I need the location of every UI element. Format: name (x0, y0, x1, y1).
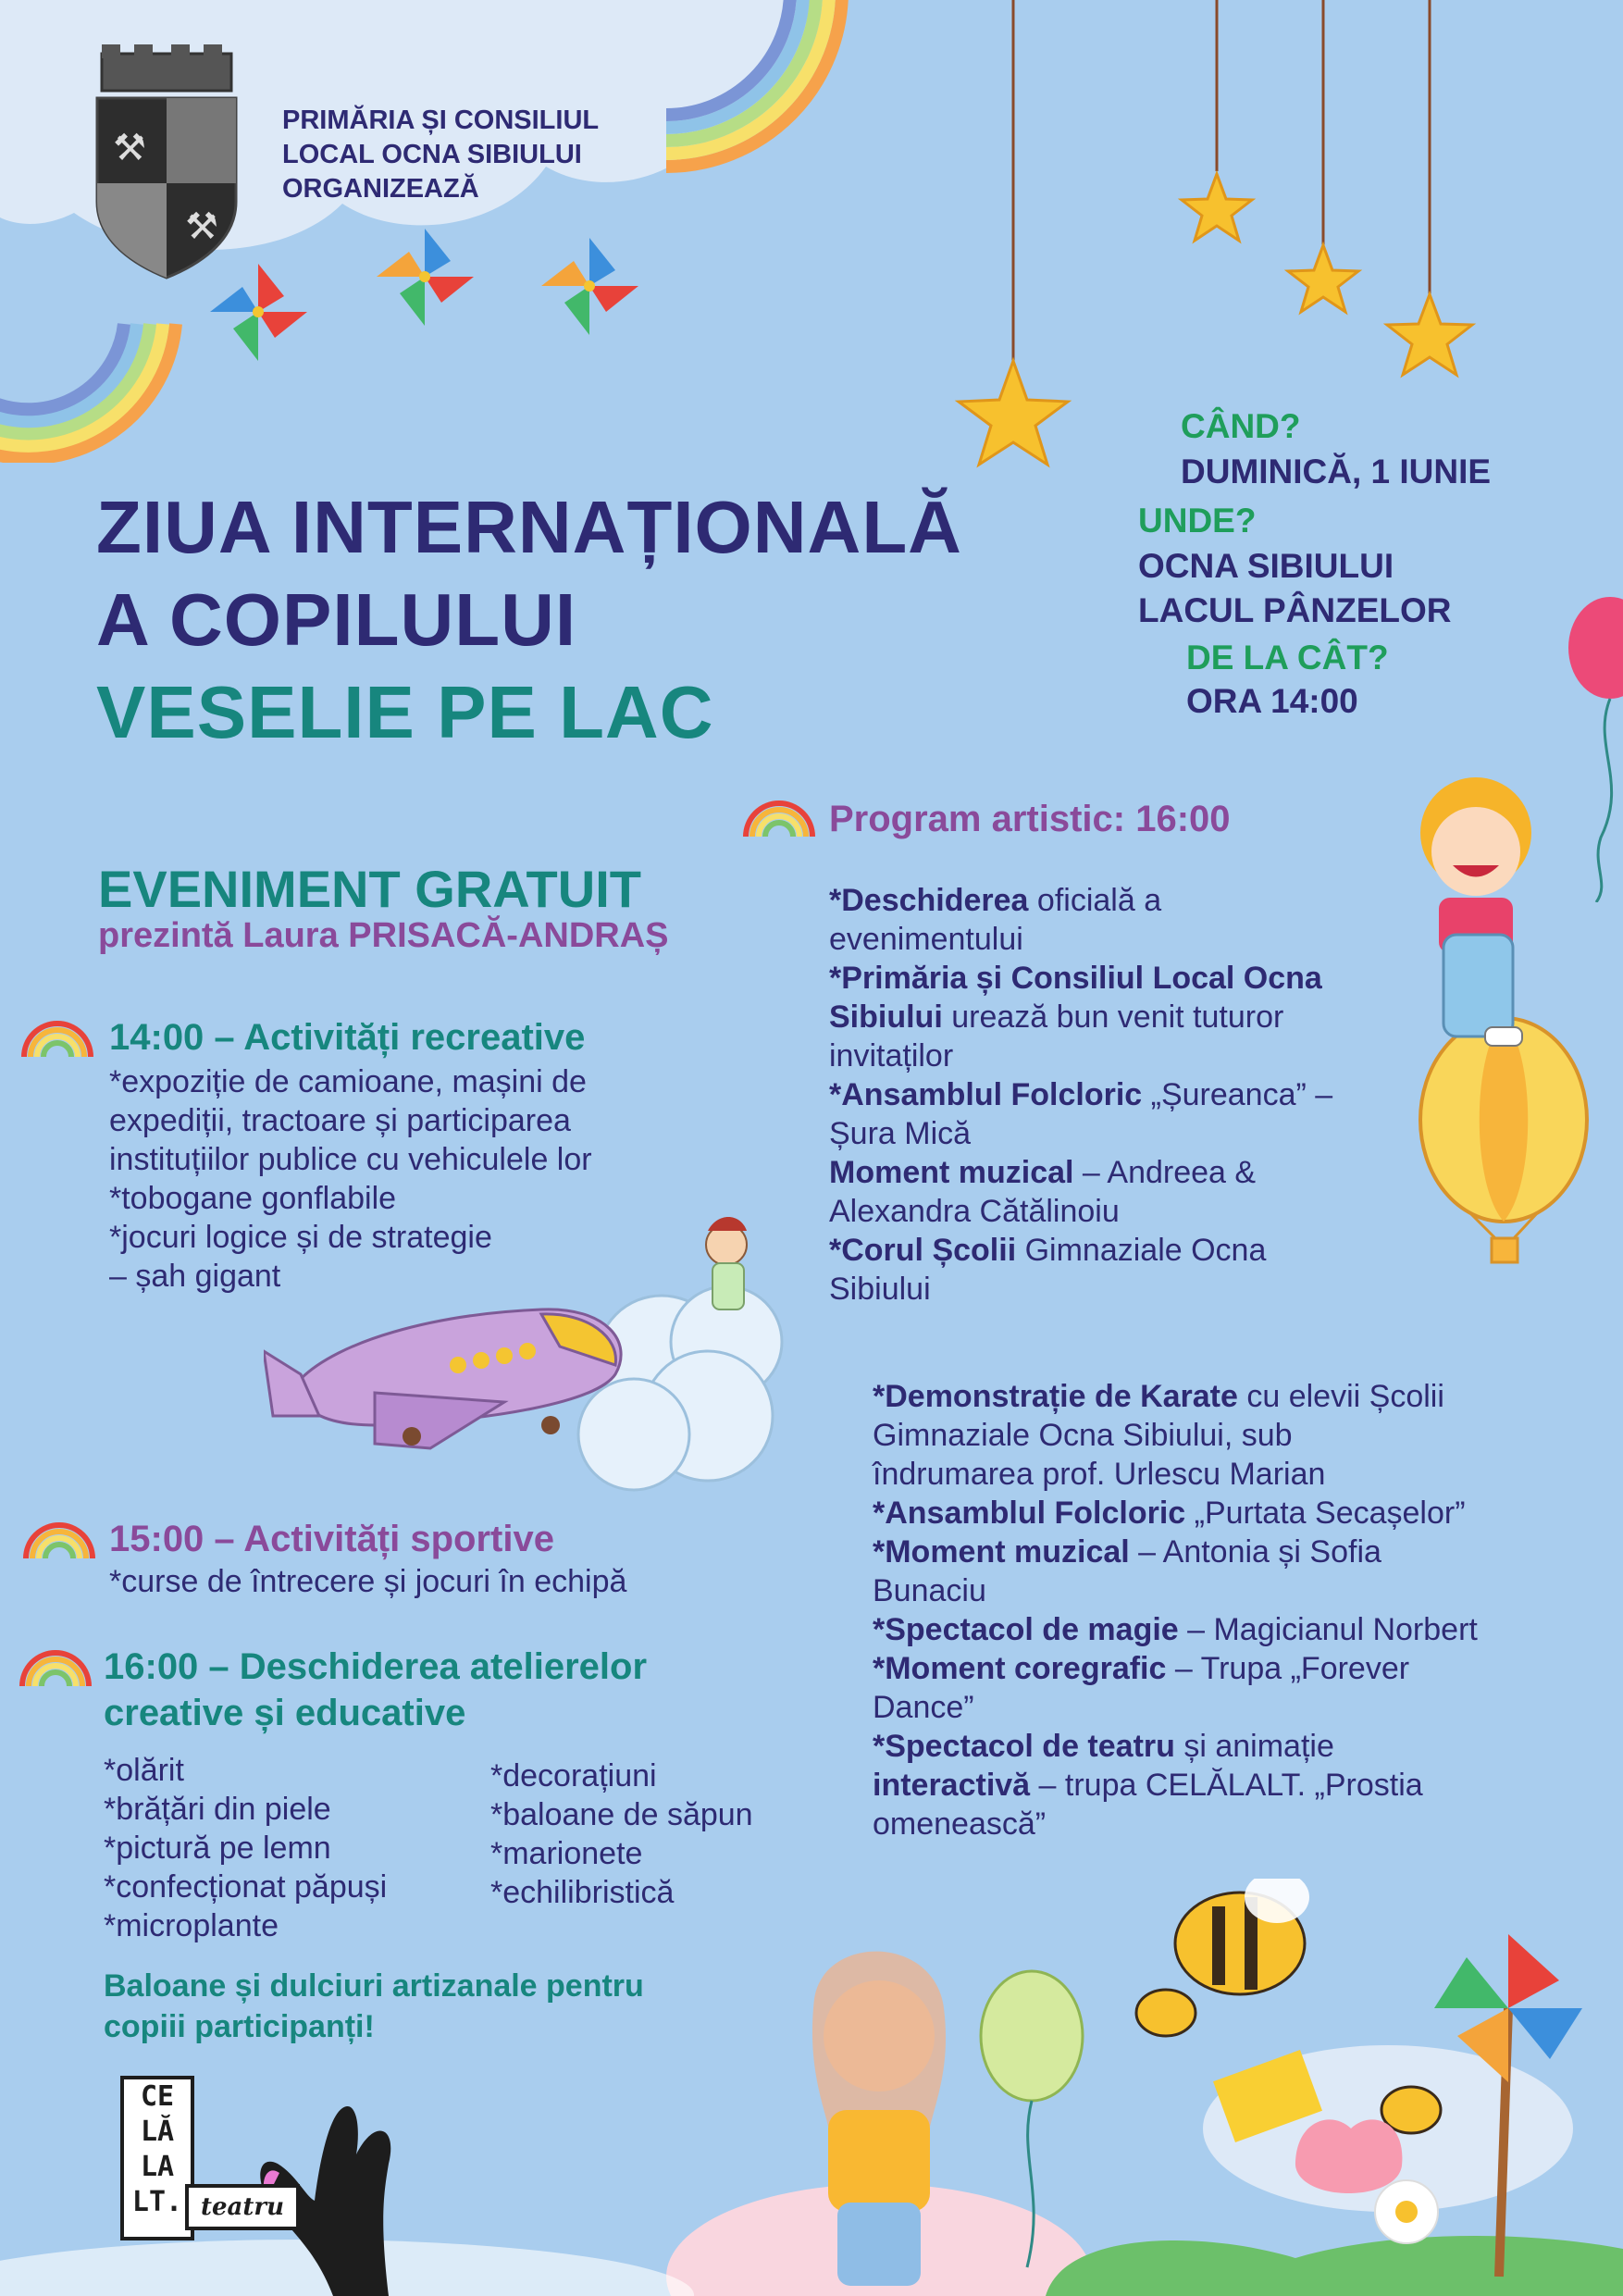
program-line: Sibiului (829, 1272, 931, 1307)
recreative-item: expediții, tractoare și participarea (109, 1103, 571, 1138)
program-line: *Moment coregrafic – Trupa „Forever (873, 1651, 1410, 1686)
list-item: *confecționat păpuși (104, 1869, 388, 1905)
where-question: UNDE? (1138, 502, 1257, 540)
from-answer: ORA 14:00 (1186, 682, 1358, 720)
event-free-label: EVENIMENT GRATUIT (98, 860, 641, 918)
program-line: invitaților (829, 1038, 954, 1074)
organizer-text (282, 104, 599, 206)
program-heading: Program artistic: 16:00 (829, 799, 1231, 839)
theatre-logo-letters: CE (140, 2080, 175, 2113)
rainbow-bullet-icon (740, 796, 818, 838)
program-line: *Demonstrație de Karate cu elevii Școlii (873, 1379, 1444, 1414)
program-line: *Moment muzical – Antonia și Sofia (873, 1534, 1381, 1570)
theatre-logo-letters: LT. (131, 2186, 183, 2218)
program-line: Bunaciu (873, 1573, 986, 1608)
theatre-logo (120, 2076, 194, 2240)
presenter-label: prezintă Laura PRISACĂ-ANDRAȘ (98, 916, 669, 955)
gifts-note-line-1: Baloane și dulciuri artizanale pentru (104, 1968, 644, 2004)
list-item: *marionete (490, 1836, 643, 1871)
workshops-heading (104, 1644, 647, 1736)
program-part-2 (873, 1377, 1478, 1843)
list-item: *echilibristică (490, 1875, 675, 1910)
program-line: evenimentului (829, 922, 1023, 957)
theatre-logo-letters: LA (140, 2151, 175, 2183)
rainbow-left-icon (0, 305, 204, 463)
program-line: îndrumarea prof. Urlescu Marian (873, 1457, 1326, 1492)
workshops-left-list (104, 1751, 387, 1945)
recreative-item: *expoziție de camioane, mașini de (109, 1064, 587, 1099)
recreative-heading: 14:00 – Activități recreative (109, 1017, 586, 1058)
title-line-3: VESELIE PE LAC (96, 671, 714, 753)
when-question: CÂND? (1181, 407, 1301, 445)
list-item: *microplante (104, 1908, 279, 1943)
program-line: interactivă – trupa CELĂLALT. „Prostia (873, 1768, 1423, 1803)
program-line: *Spectacol de magie – Magicianul Norbert (873, 1612, 1478, 1647)
where-answer-2: LACUL PÂNZELOR (1138, 591, 1452, 629)
svg-text:⚒: ⚒ (185, 206, 218, 247)
program-line: Moment muzical – Andreea & (829, 1155, 1257, 1190)
program-line: Șura Mică (829, 1116, 972, 1151)
bottom-meadow-illustration (648, 1879, 1623, 2296)
list-item: *pictură pe lemn (104, 1831, 331, 1866)
program-line: *Ansamblul Folcloric „Purtata Secașelor” (873, 1496, 1466, 1531)
list-item: *olărit (104, 1753, 184, 1788)
program-line: Dance” (873, 1690, 974, 1725)
program-line: *Corul Școlii Gimnaziale Ocna (829, 1233, 1267, 1268)
program-line: *Primăria și Consiliul Local Ocna (829, 961, 1322, 996)
when-answer: DUMINICĂ, 1 IUNIE (1181, 453, 1492, 490)
rainbow-bullet-icon (19, 1016, 96, 1059)
workshops-heading-line-2: creative și educative (104, 1693, 466, 1733)
organizer-line-3: ORGANIZEAZĂ (282, 174, 479, 204)
title-line-1: ZIUA INTERNAȚIONALĂ (96, 486, 962, 568)
recreative-item: instituțiilor publice cu vehiculele lor (109, 1142, 592, 1177)
svg-text:⚒: ⚒ (113, 128, 146, 168)
program-line: *Spectacol de teatru și animație (873, 1729, 1334, 1764)
pinwheel-icon (372, 224, 478, 330)
recreative-item: – șah gigant (109, 1259, 281, 1294)
title-line-2: A COPILULUI (96, 578, 577, 661)
airplane-illustration (264, 1203, 819, 1508)
program-line: *Deschiderea oficială a (829, 883, 1162, 918)
recreative-item: *tobogane gonflabile (109, 1181, 397, 1216)
program-line: Gimnaziale Ocna Sibiului, sub (873, 1418, 1293, 1453)
rainbow-bullet-icon (17, 1645, 94, 1688)
from-question: DE LA CÂT? (1186, 639, 1389, 676)
organizer-line-2: LOCAL OCNA SIBIULUI (282, 140, 582, 169)
recreative-item: *jocuri logice și de strategie (109, 1220, 492, 1255)
list-item: *baloane de săpun (490, 1797, 753, 1832)
sports-heading: 15:00 – Activități sportive (109, 1519, 554, 1559)
sports-item: *curse de întrecere și jocuri în echipă (109, 1564, 627, 1599)
theatre-logo-letters: LĂ (140, 2116, 175, 2148)
gifts-note-line-2: copiii participanți! (104, 2009, 375, 2044)
list-item: *brățări din piele (104, 1792, 331, 1827)
rainbow-top-icon (666, 0, 851, 185)
list-item: *decorațiuni (490, 1758, 657, 1793)
program-line: *Ansamblul Folcloric „Șureanca” – (829, 1077, 1333, 1112)
rainbow-bullet-icon (20, 1518, 98, 1560)
organizer-line-1: PRIMĂRIA ȘI CONSILIUL (282, 105, 600, 135)
workshops-heading-line-1: 16:00 – Deschiderea atelierelor (104, 1646, 648, 1687)
program-line: Sibiului urează bun venit tuturor (829, 999, 1284, 1035)
where-answer-1: OCNA SIBIULUI (1138, 547, 1394, 585)
program-line: omenească” (873, 1806, 1047, 1842)
girl-hot-air-balloon-illustration (1360, 777, 1601, 1277)
pinwheel-icon (205, 259, 312, 366)
theatre-logo-word: teatru (185, 2184, 300, 2230)
coat-of-arms-icon (93, 44, 241, 280)
program-line: Alexandra Cătălinoiu (829, 1194, 1120, 1229)
pinwheel-icon (537, 233, 643, 340)
program-part-1 (829, 881, 1332, 1309)
gifts-note (104, 1966, 644, 2047)
